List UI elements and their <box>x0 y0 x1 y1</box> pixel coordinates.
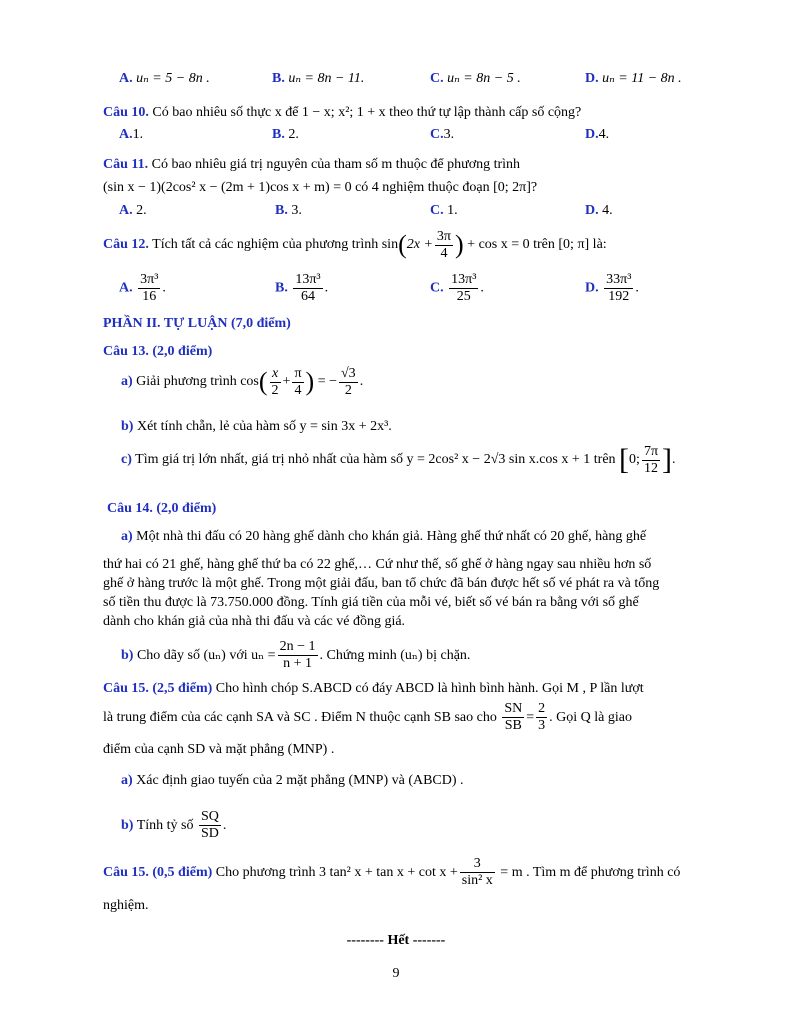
q15a-stem-line1: Câu 15. (2,5 điểm) Cho hình chóp S.ABCD có đáy ABCD là hình bình hành. Gọi M , P lần lượt <box>103 681 644 696</box>
end-marker: -------- Hết ------- <box>346 933 446 948</box>
q11-equation: (sin x − 1)(2cos² x − (2m + 1)cos x + m) = 0 có 4 nghiệm thuộc đoạn [0; 2π]? <box>103 180 538 195</box>
q11-option-a: A. 2. <box>119 203 147 218</box>
q9-option-d: D. uₙ = 11 − 8n . <box>585 71 682 86</box>
part2-heading: PHẦN II. TỰ LUẬN (7,0 điểm) <box>103 316 291 331</box>
q10-option-d: D.4. <box>585 127 610 142</box>
q14-part-a-line3: ghế ở hàng trước là một ghế. Trong một giải đấu, ban tổ chức đã bán được hết số vé phát ra và tổng <box>103 576 660 591</box>
q11-option-c: C. 1. <box>430 203 458 218</box>
q10-option-a: A.1. <box>119 127 144 142</box>
q15a-stem-line2: là trung điểm của các cạnh SA và SC . Điểm N thuộc cạnh SB sao cho $\frac{SN}{SB}$ = $\frac{2}{3}$ . Gọi Q là giao <box>103 701 632 734</box>
q9-option-b: B. uₙ = 8n − 11. <box>272 71 365 86</box>
q12-option-a: A. $\frac{\text{3π³}}{16}$ . <box>119 272 166 304</box>
q14-part-a-line2: thứ hai có 21 ghế, hàng ghế thứ ba có 22 ghế,… Cứ như thế, số ghế ở hàng ngay sau nhiều hơn số <box>103 557 652 572</box>
q12-option-c: C. $\frac{\text{13π³}}{25}$ . <box>430 272 484 304</box>
q14-part-b: b) Cho dãy số (uₙ) với uₙ = $\frac{2n - 1}{n + 1}$ . Chứng minh (uₙ) bị chặn. <box>121 639 471 672</box>
q12-option-b: B. $\frac{\text{13π³}}{64}$ . <box>275 272 329 304</box>
q14-part-a-line5: dành cho khán giả của nhà thi đấu và các vé đồng giá. <box>103 614 406 629</box>
q15a-part-a: a) Xác định giao tuyến của 2 mặt phẳng (MNP) và (ABCD) . <box>121 773 464 788</box>
q12-option-d: D. $\frac{\text{33π³}}{192}$ . <box>585 272 639 304</box>
q15a-stem-line3: điểm của cạnh SD và mặt phẳng (MNP) . <box>103 742 335 757</box>
q14-part-a-line1: a) Một nhà thi đấu có 20 hàng ghế dành cho khán giả. Hàng ghế thứ nhất có 20 ghế, hàng ghế <box>121 529 647 544</box>
page-number: 9 <box>392 966 400 981</box>
q14-heading: Câu 14. (2,0 điểm) <box>107 501 217 516</box>
q11-stem: Câu 11. Có bao nhiêu giá trị nguyên của tham số m thuộc để phương trình <box>103 157 521 172</box>
q9-option-a: A. uₙ = 5 − 8n . <box>119 71 210 86</box>
q13-part-b: b) Xét tính chẵn, lẻ của hàm số y = sin 3x + 2x³. <box>121 419 392 434</box>
q13-part-c: c) Tìm giá trị lớn nhất, giá trị nhỏ nhất của hàm số y = 2cos² x − 2√3 sin x.cos x + 1 trên [0; $\frac{7\pi}{12}$ ]. <box>121 443 676 476</box>
q12-fraction: $\frac{3\pi}{4}$ <box>436 228 451 261</box>
q12-stem: Câu 12. Tích tất cả các nghiệm của phương trình sin(2x + $\frac{3\pi}{4}$ ) + cos x = 0 trên [0; π] là: <box>103 228 607 261</box>
q10-option-b: B. 2. <box>272 127 299 142</box>
q15a-part-b: b) Tính tỷ số $\frac{SQ}{SD}$ . <box>121 809 227 842</box>
q15b-stem-line2: nghiệm. <box>103 898 149 913</box>
q9-option-c: C. uₙ = 8n − 5 . <box>430 71 521 86</box>
q11-option-d: D. 4. <box>585 203 613 218</box>
q13-heading: Câu 13. (2,0 điểm) <box>103 344 213 359</box>
q14-part-a-line4: số tiền thu được là 73.750.000 đồng. Tính giá tiền của mỗi vé, biết số vé bán ra bằng với số ghế <box>103 595 639 610</box>
q13-part-a: a) Giải phương trình cos( $\frac{x}{2}$ + $\frac{\pi}{4}$ ) = − $\frac{√3}{2}$ . <box>121 365 364 398</box>
q10-option-c: C.3. <box>430 127 455 142</box>
q10-stem: Câu 10. Có bao nhiêu số thực x để 1 − x; x²; 1 + x theo thứ tự lập thành cấp số cộng? <box>103 105 582 120</box>
q15b-stem: Câu 15. (0,5 điểm) Cho phương trình 3 tan² x + tan x + cot x + $\frac{3}{\text{sin² x}}$ = m . Tìm m để phương trình có <box>103 856 681 889</box>
q11-option-b: B. 3. <box>275 203 302 218</box>
